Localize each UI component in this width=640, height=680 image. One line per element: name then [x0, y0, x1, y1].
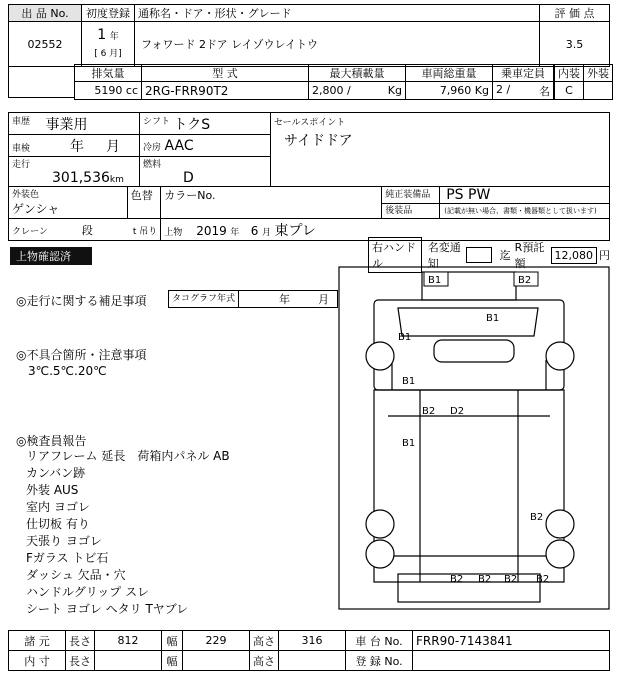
- length-label: 長さ: [66, 631, 95, 651]
- shift-cell: [140, 113, 271, 135]
- sales-cell: [271, 113, 610, 187]
- inspector-title: ◎検査員報告: [16, 434, 87, 448]
- r-odo-unit: 円: [599, 249, 610, 262]
- interior-height: [279, 651, 346, 671]
- aftermarket-note: (記載が無い場合、書類・機器類として扱います): [444, 207, 597, 215]
- capacity: 2 /: [496, 82, 511, 96]
- capacity-unit: 名: [539, 84, 550, 98]
- color-table: [8, 186, 610, 241]
- vehicle-name: フォワード 2ドア レイゾウレイトウ: [135, 22, 540, 67]
- fuel-label: 燃料: [143, 160, 162, 170]
- crane-cell: [9, 219, 161, 241]
- shift: トクS: [173, 116, 211, 133]
- defect-text: 3℃.5℃.20℃: [28, 364, 107, 378]
- frame-label: 上物: [164, 227, 183, 238]
- reg-label: 登 録 No.: [346, 651, 413, 671]
- inspection-year: 年: [70, 138, 85, 155]
- damage-mark: B2: [536, 574, 550, 585]
- exterior-label: 外装: [584, 65, 613, 82]
- driving-title: ◎走行に関する補足事項: [16, 294, 147, 308]
- damage-mark: B2: [478, 574, 492, 585]
- inspector-line: 外装 AUS: [26, 483, 79, 497]
- interior-grade: C: [555, 82, 584, 100]
- damage-mark: D2: [450, 406, 465, 417]
- footer-table: [8, 630, 610, 671]
- displacement: 5190 cc: [75, 82, 142, 100]
- height: 316: [279, 631, 346, 651]
- interior-width: [183, 651, 250, 671]
- inspector-line: ダッシュ 欠品・穴: [26, 568, 126, 582]
- history-cell: [9, 113, 140, 135]
- sales-point: サイドドア: [284, 133, 353, 149]
- color: ゲンシャ: [12, 202, 60, 216]
- option-label: 純正装備品: [382, 187, 440, 203]
- lot-cell-border: [8, 64, 75, 98]
- inspection-cell: [9, 135, 140, 157]
- first-reg-label: 初度登録: [82, 5, 135, 22]
- inspector-line: リアフレーム 延長 荷箱内パネル AB: [26, 449, 230, 463]
- name-label: 通称名・ドア・形状・グレード: [135, 5, 540, 22]
- model-label: 型 式: [142, 65, 309, 82]
- damage-mark: B1: [402, 376, 416, 387]
- inspector-line: 仕切板 有り: [26, 517, 90, 531]
- damage-mark: B2: [450, 574, 464, 585]
- history-label: 車歴: [12, 116, 31, 127]
- length: 812: [95, 631, 162, 651]
- rhd: 右ハンドル: [368, 237, 422, 273]
- chassis-no: FRR90-7143841: [413, 631, 610, 651]
- damage-mark: B1: [486, 313, 500, 324]
- damage-mark: B2: [530, 512, 544, 523]
- lot-label: 出 品 No.: [9, 5, 82, 22]
- first-reg-year-unit: 年: [109, 31, 119, 42]
- crane-unit: t 吊り: [132, 226, 158, 237]
- history: 事業用: [45, 116, 88, 133]
- defect-title: ◎不具合箇所・注意事項: [16, 348, 147, 362]
- lot-number: 02552: [9, 22, 82, 67]
- load-label: 最大積載量: [309, 65, 406, 82]
- wheels: [366, 342, 574, 568]
- score-value: 3.5: [540, 22, 610, 67]
- sales-label: セールスポイント: [274, 118, 346, 128]
- ac-label: 冷房: [143, 142, 162, 153]
- disp-label: 排気量: [75, 65, 142, 82]
- inspector-line: カンバン跡: [26, 466, 86, 480]
- shift-label: シフト: [143, 116, 171, 127]
- tacho-y: 年: [279, 293, 291, 306]
- frame-y: 年: [230, 227, 240, 238]
- width-label-2: 幅: [162, 651, 183, 671]
- options-row: [382, 187, 609, 204]
- options-cell: [382, 187, 610, 219]
- damage-mark: B1: [398, 332, 412, 343]
- ac-cell: [140, 135, 271, 157]
- color-no-label: カラーNo.: [161, 187, 382, 219]
- inspector-line: 室内 ヨゴレ: [26, 500, 90, 514]
- inspection-label: 車検: [12, 143, 31, 154]
- damage-mark: B1: [402, 438, 416, 449]
- r-odo-value: 12,080: [551, 247, 598, 264]
- frame-maker: 東プレ: [274, 222, 316, 239]
- spec-table: [74, 64, 554, 100]
- status-row: [368, 241, 610, 270]
- chassis-label: 車 台 No.: [346, 631, 413, 651]
- inspector-line: ハンドルグリップ スレ: [26, 585, 150, 599]
- frame-year: 2019: [196, 223, 227, 238]
- interior-dim-label: 内 寸: [9, 651, 66, 671]
- interior-label: 内装: [555, 65, 584, 82]
- height-label-2: 高さ: [250, 651, 279, 671]
- wheel-rr-2: [546, 540, 574, 568]
- damage-mark: B2: [518, 275, 532, 286]
- wheel-rl-2: [366, 540, 394, 568]
- fuel-cell: [140, 157, 271, 187]
- wheel-rl-1: [366, 510, 394, 538]
- details-table: [8, 112, 610, 187]
- inspection-month: 月: [106, 138, 121, 155]
- width: 229: [183, 631, 250, 651]
- reg-no: [413, 651, 610, 671]
- frame-month: 6: [250, 223, 259, 238]
- options: PS PW: [446, 187, 491, 203]
- interior-length: [95, 651, 162, 671]
- color-change-label: 色替: [127, 187, 160, 219]
- damage-mark: B2: [422, 406, 436, 417]
- first-reg-cell: [82, 22, 135, 67]
- tacho-box: [168, 290, 338, 308]
- grade-table: [554, 64, 613, 100]
- width-label: 幅: [162, 631, 183, 651]
- gross-weight: 7,960 Kg: [406, 82, 493, 100]
- max-load-cell: [309, 82, 406, 100]
- gross-label: 車両総重量: [406, 65, 493, 82]
- fuel: D: [183, 170, 194, 186]
- exterior-grade: [584, 82, 613, 100]
- inspector-line: 天張り ヨゴレ: [26, 534, 102, 548]
- mileage-unit: km: [109, 175, 124, 185]
- first-reg-year: 1: [97, 26, 107, 43]
- wheel-fl: [366, 342, 394, 370]
- tacho-label: タコグラフ年式: [169, 291, 239, 307]
- aftermarket-label: 後装品: [382, 204, 440, 218]
- aftermarket-row: [382, 204, 609, 218]
- inspector-line: Fガラス トビ石: [26, 551, 109, 565]
- crane-label: クレーン: [12, 226, 48, 237]
- max-load: 2,800 /: [312, 84, 351, 97]
- odo-mark: 迄: [499, 249, 511, 262]
- wheel-fr: [546, 342, 574, 370]
- color-cell: [9, 187, 128, 219]
- mileage: 301,536: [52, 170, 110, 186]
- meter-box: [466, 247, 491, 263]
- color-label: 外装色: [12, 190, 40, 200]
- length-label-2: 長さ: [66, 651, 95, 671]
- tacho-m: 月: [318, 293, 330, 306]
- auction-sheet: [8, 4, 610, 672]
- capacity-cell: [493, 82, 554, 100]
- dims-label: 諸 元: [9, 631, 66, 651]
- inspector-list: [26, 448, 326, 618]
- load-unit: Kg: [387, 84, 402, 97]
- first-reg-month: [ 6 月]: [94, 48, 122, 59]
- capacity-label: 乗車定員: [493, 65, 554, 82]
- meter-label: 名変通知: [427, 241, 461, 270]
- mileage-label: 走行: [12, 160, 31, 170]
- score-label: 評 価 点: [540, 5, 610, 22]
- model-code: 2RG-FRR90T2: [142, 82, 309, 100]
- height-label: 高さ: [250, 631, 279, 651]
- vehicle-diagram: [338, 266, 610, 610]
- damage-mark: B2: [504, 574, 518, 585]
- inspector-line: シート ヨゴレ ヘタリ Tヤブレ: [26, 602, 189, 616]
- frame-m: 月: [261, 227, 271, 238]
- ac: AAC: [164, 137, 194, 154]
- confirm-label: 上物確認済: [10, 247, 92, 265]
- r-odo-label: R預託額: [514, 241, 545, 270]
- wheel-rr-1: [546, 510, 574, 538]
- damage-marks: [398, 275, 549, 585]
- header-table: [8, 4, 610, 67]
- mileage-cell: [9, 157, 140, 187]
- crane-stage: 段: [81, 223, 93, 237]
- damage-mark: B1: [428, 275, 442, 286]
